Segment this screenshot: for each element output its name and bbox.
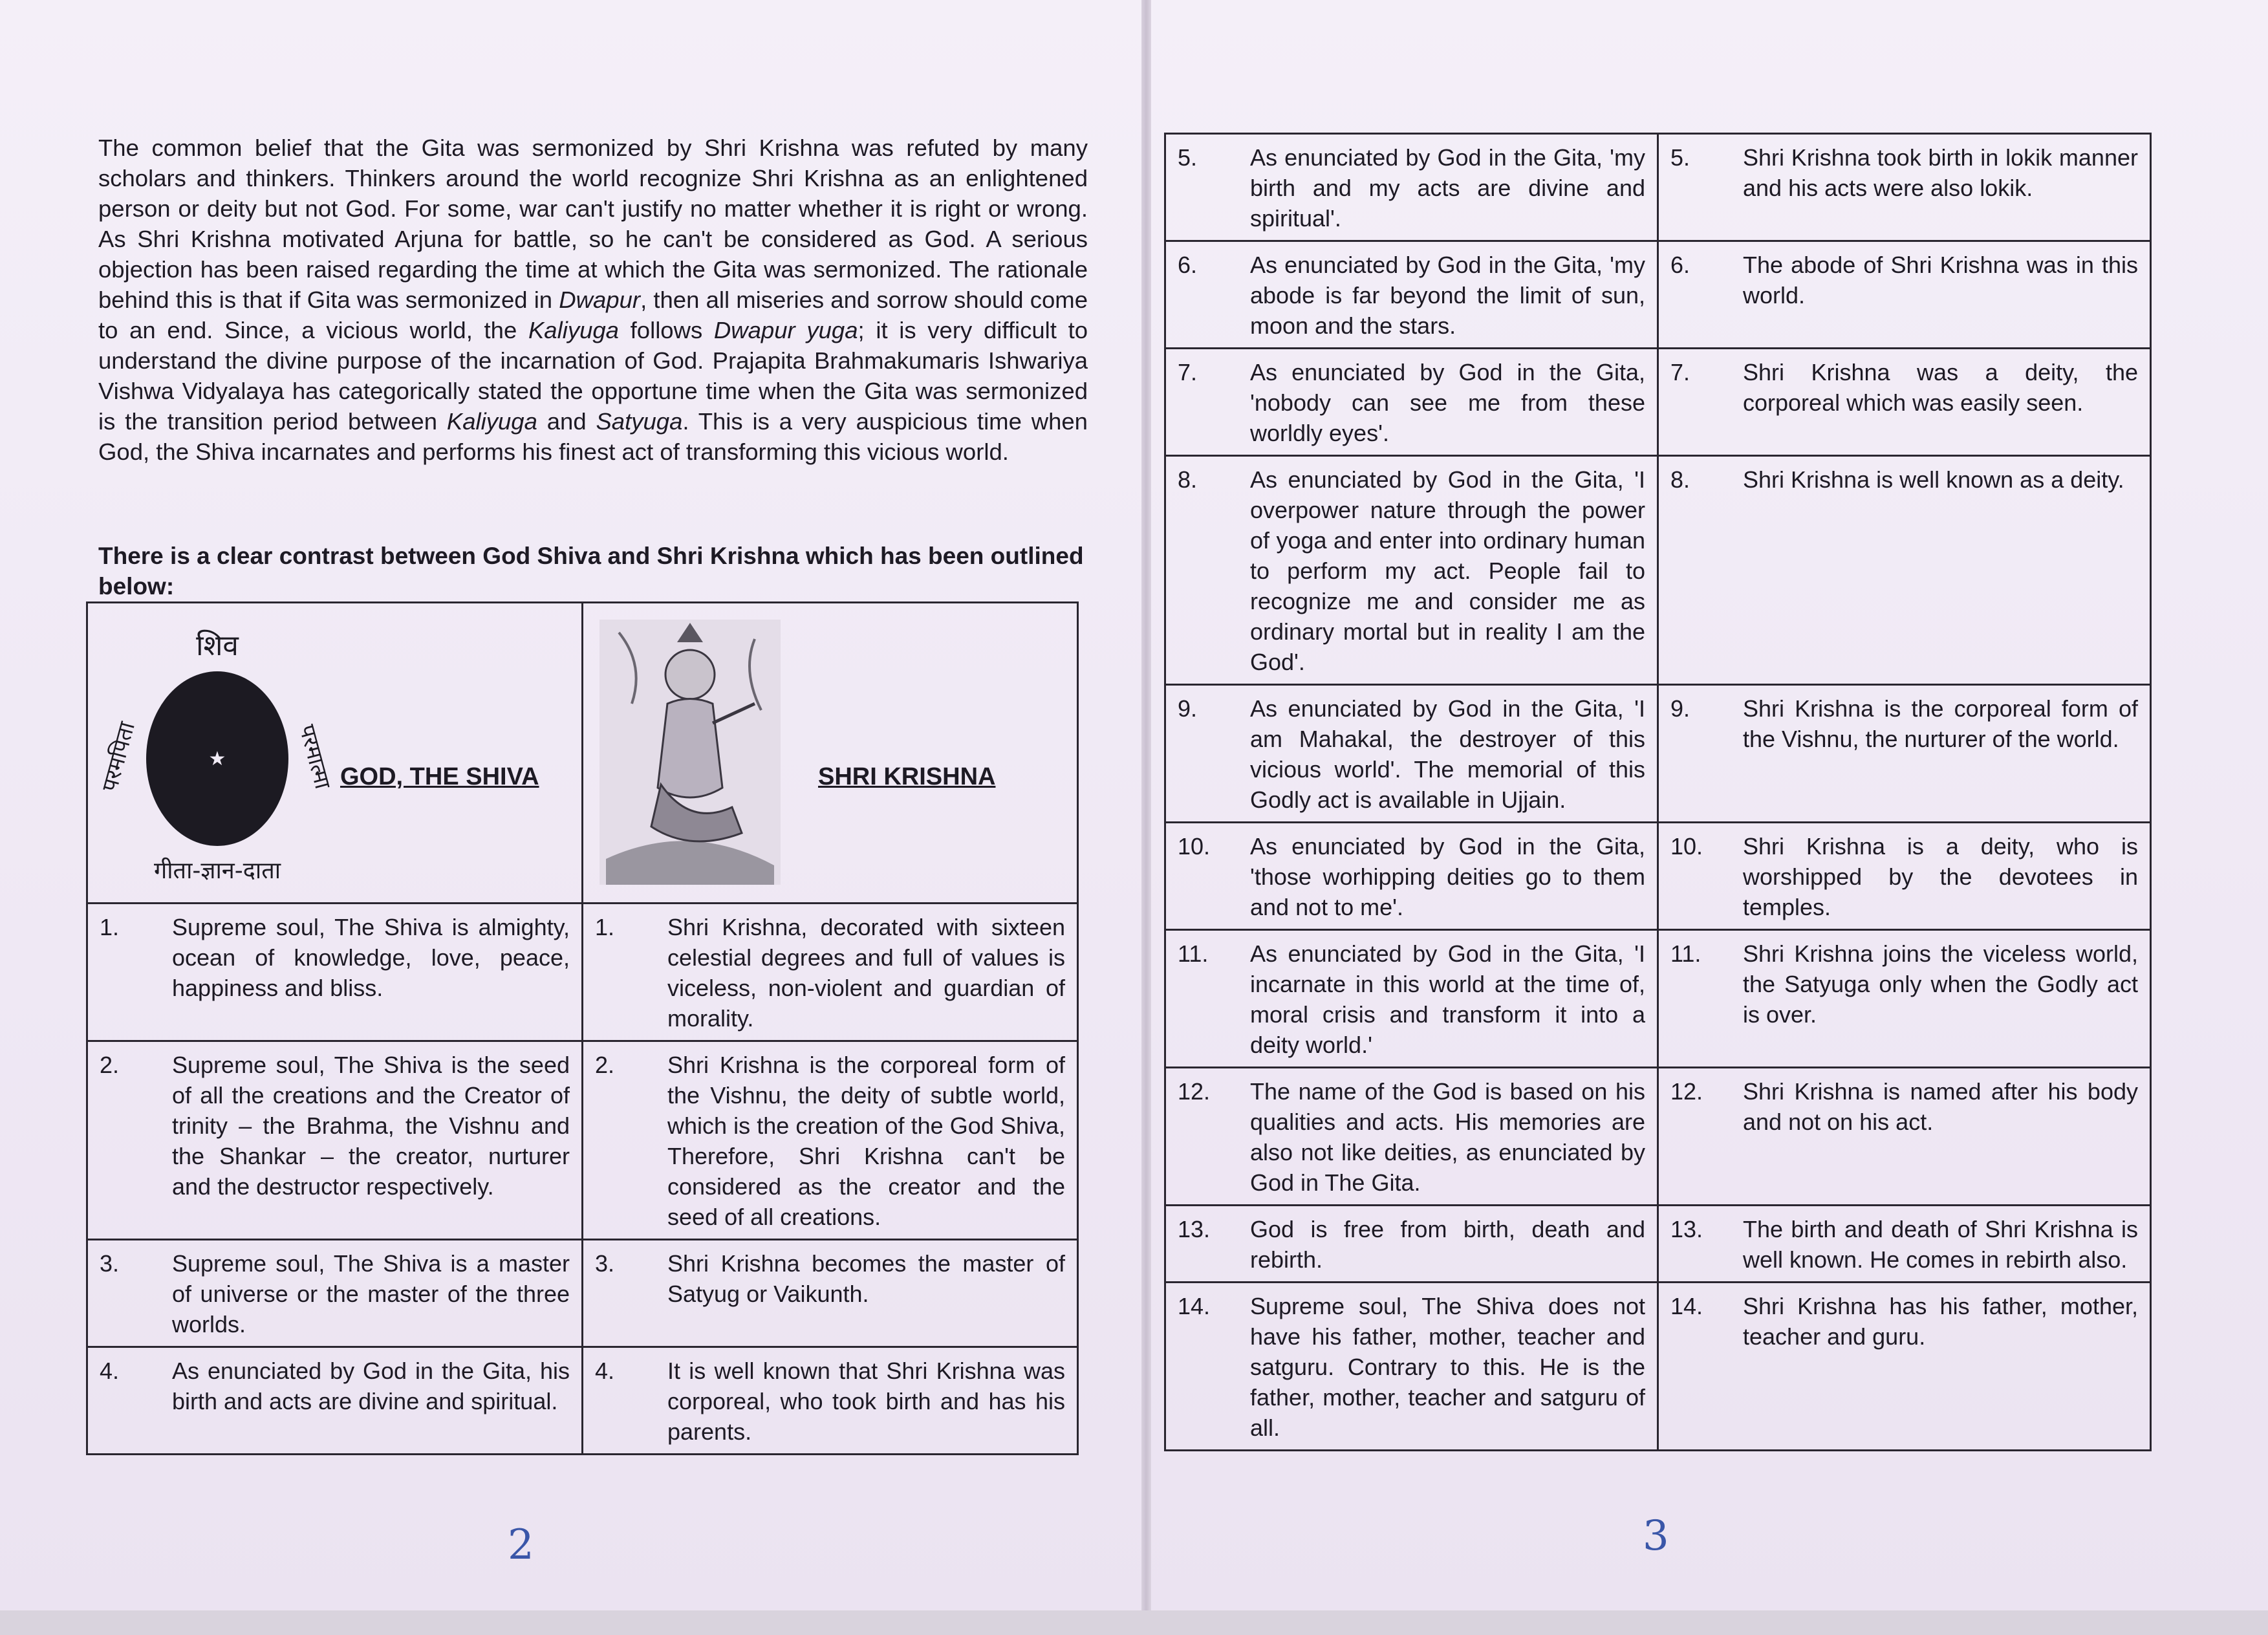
krishna-cell: 7. Shri Krishna was a deity, the corporeal which was easily seen. bbox=[1658, 349, 2151, 456]
svg-text:परमपिता: परमपिता bbox=[96, 719, 140, 795]
shiva-cell: 6. As enunciated by God in the Gita, 'my abode is far beyond the limit of sun, moon and the stars. bbox=[1165, 241, 1658, 349]
table-row bbox=[1165, 241, 2151, 349]
shiva-cell: 3. Supreme soul, The Shiva is a master of universe or the master of the three worlds. bbox=[87, 1240, 583, 1347]
table-row bbox=[1165, 349, 2151, 456]
shiva-cell: 11. As enunciated by God in the Gita, 'I incarnate in this world at the time of, moral crisis and transform it into a deity world.' bbox=[1165, 930, 1658, 1068]
table-row bbox=[1165, 456, 2151, 685]
krishna-cell: 9. Shri Krishna is the corporeal form of the Vishnu, the nurturer of the world. bbox=[1658, 685, 2151, 823]
contrast-lead-heading: There is a clear contrast between God Shiva and Shri Krishna which has been outlined below: bbox=[98, 543, 1084, 600]
header-krishna-title: SHRI KRISHNA bbox=[818, 763, 996, 790]
krishna-cell: 1. Shri Krishna, decorated with sixteen celestial degrees and full of values is viceless, non-violent and guardian of morality. bbox=[583, 904, 1078, 1041]
comparison-table-right bbox=[1164, 133, 2152, 1451]
krishna-cell: 8. Shri Krishna is well known as a deity. bbox=[1658, 456, 2151, 685]
table-row bbox=[1165, 823, 2151, 930]
table-row bbox=[1165, 930, 2151, 1068]
table-header-row bbox=[87, 603, 1078, 904]
table-row bbox=[87, 1041, 1078, 1240]
header-shiva-cell bbox=[87, 603, 583, 904]
shiva-cell: 14. Supreme soul, The Shiva does not have his father, mother, teacher and satguru. Contrary to this. He is the father, mother, teacher and satguru of all. bbox=[1165, 1283, 1658, 1451]
shiva-cell: 9. As enunciated by God in the Gita, 'I am Mahakal, the destroyer of this vicious world'. The memorial of this Godly act is available in Ujjain. bbox=[1165, 685, 1658, 823]
krishna-cell: 2. Shri Krishna is the corporeal form of the Vishnu, the deity of subtle world, which is the creation of the God Shiva, Therefore, Shri Krishna can't be considered as the creator and the seed of all creations. bbox=[583, 1041, 1078, 1240]
krishna-cell: 3. Shri Krishna becomes the master of Satyug or Vaikunth. bbox=[583, 1240, 1078, 1347]
krishna-cell: 12. Shri Krishna is named after his body and not on his act. bbox=[1658, 1068, 2151, 1206]
scan-bottom-edge bbox=[0, 1610, 2268, 1635]
left-page bbox=[0, 0, 1141, 1610]
header-shiva-title: GOD, THE SHIVA bbox=[340, 763, 539, 790]
krishna-cell: 13. The birth and death of Shri Krishna is well known. He comes in rebirth also. bbox=[1658, 1206, 2151, 1283]
page-fold bbox=[1141, 0, 1151, 1610]
table-row bbox=[1165, 134, 2151, 241]
shiva-cell: 8. As enunciated by God in the Gita, 'I overpower nature through the power of yoga and enter into ordinary human to perform my act. People fail to recognize me and consider me as ordinary mortal but in reality I am the God'. bbox=[1165, 456, 1658, 685]
shiva-emblem-icon bbox=[96, 620, 336, 891]
table-row bbox=[1165, 1068, 2151, 1206]
header-krishna-cell bbox=[583, 603, 1078, 904]
table-row bbox=[87, 904, 1078, 1041]
krishna-cell: 10. Shri Krishna is a deity, who is worshipped by the devotees in temples. bbox=[1658, 823, 2151, 930]
shiva-cell: 5. As enunciated by God in the Gita, 'my birth and my acts are divine and spiritual'. bbox=[1165, 134, 1658, 241]
svg-text:★: ★ bbox=[208, 748, 226, 770]
table-row bbox=[87, 1240, 1078, 1347]
page-number-right: 3 bbox=[1643, 1512, 1669, 1560]
shiva-cell: 12. The name of the God is based on his qualities and acts. His memories are also not like deities, as enunciated by God in The Gita. bbox=[1165, 1068, 1658, 1206]
krishna-cell: 4. It is well known that Shri Krishna was corporeal, who took birth and has his parents. bbox=[583, 1347, 1078, 1455]
krishna-cell: 11. Shri Krishna joins the viceless world, the Satyuga only when the Godly act is over. bbox=[1658, 930, 2151, 1068]
comparison-table-left bbox=[86, 601, 1079, 1455]
shiva-cell: 4. As enunciated by God in the Gita, his birth and acts are divine and spiritual. bbox=[87, 1347, 583, 1455]
krishna-illustration-icon bbox=[593, 613, 787, 891]
shiva-cell: 1. Supreme soul, The Shiva is almighty, ocean of knowledge, love, peace, happiness and bliss. bbox=[87, 904, 583, 1041]
shiva-cell: 10. As enunciated by God in the Gita, 'those worhipping deities go to them and not to me'. bbox=[1165, 823, 1658, 930]
shiva-cell: 13. God is free from birth, death and rebirth. bbox=[1165, 1206, 1658, 1283]
krishna-cell: 14. Shri Krishna has his father, mother, teacher and guru. bbox=[1658, 1283, 2151, 1451]
table-row bbox=[1165, 1283, 2151, 1451]
table-row bbox=[87, 1347, 1078, 1455]
svg-text:गीता-ज्ञान-दाता: गीता-ज्ञान-दाता bbox=[153, 858, 281, 884]
table-row bbox=[1165, 685, 2151, 823]
table-row bbox=[1165, 1206, 2151, 1283]
intro-paragraph: The common belief that the Gita was sermonized by Shri Krishna was refuted by many scholars and thinkers. Thinkers around the world recognize Shri Krishna as an enlightened person or deity but not God. For some, war can't justify no matter whether it is right or wrong. As Shri Krishna motivated Arjuna for battle, so he can't be considered as God. A serious objection has been raised regarding the time at which the Gita was sermonized. The rationale behind this is that if Gita was sermonized in Dwapur, then all miseries and sorrow should come to an end. Since, a vicious world, the Kaliyuga follows Dwapur yuga; it is very difficult to understand the divine purpose of the incarnation of God. Prajapita Brahmakumaris Ishwariya Vishwa Vidyalaya has categorically stated the opportune time when the Gita was sermonized is the transition period between Kaliyuga and Satyuga. This is a very auspicious time when God, the Shiva incarnates and performs his finest act of transforming this vicious world. bbox=[98, 135, 1088, 465]
krishna-cell: 6. The abode of Shri Krishna was in this world. bbox=[1658, 241, 2151, 349]
page-number-left: 2 bbox=[508, 1521, 534, 1569]
krishna-cell: 5. Shri Krishna took birth in lokik manner and his acts were also lokik. bbox=[1658, 134, 2151, 241]
svg-text:परमात्मा: परमात्मा bbox=[294, 722, 336, 792]
shiva-cell: 2. Supreme soul, The Shiva is the seed of all the creations and the Creator of trinity – the Brahma, the Vishnu and the Shankar – the creator, nurturer and the destructor respectively. bbox=[87, 1041, 583, 1240]
shiva-cell: 7. As enunciated by God in the Gita, 'nobody can see me from these worldly eyes'. bbox=[1165, 349, 1658, 456]
svg-text:शिव: शिव bbox=[196, 629, 239, 662]
